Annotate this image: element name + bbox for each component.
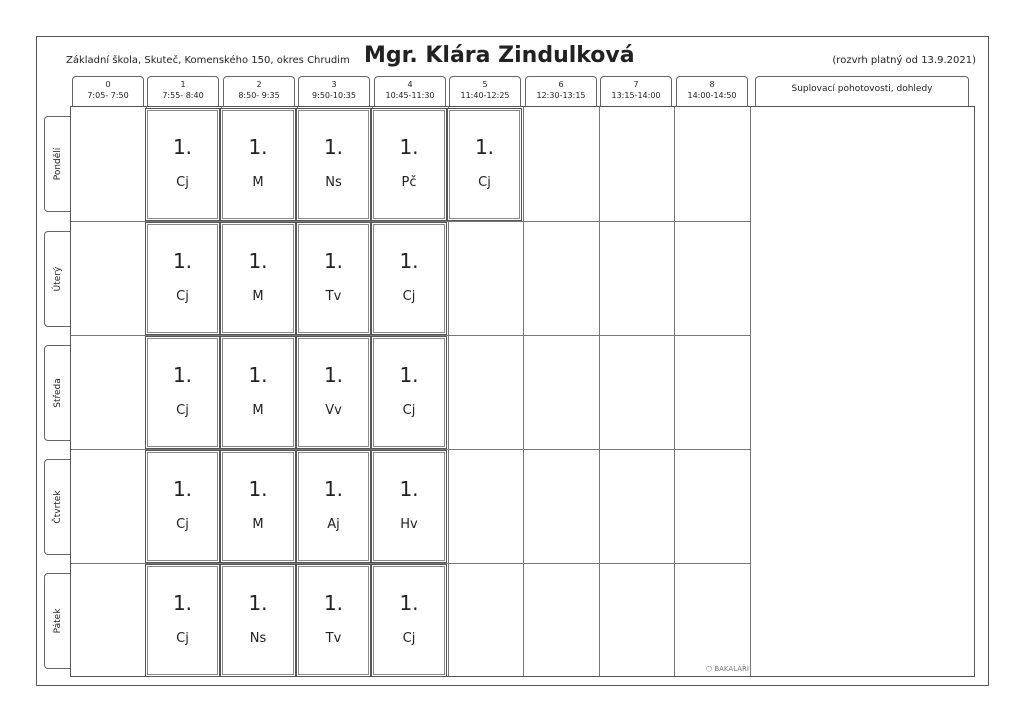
class-label: 1. bbox=[172, 249, 193, 273]
logo-text: BAKALÁŘI bbox=[714, 665, 749, 673]
subject-label: Tv bbox=[325, 289, 342, 304]
lesson-cell[interactable] bbox=[371, 450, 447, 563]
grid-line bbox=[674, 107, 675, 676]
period-number: 8 bbox=[709, 80, 715, 89]
lesson-cell[interactable] bbox=[371, 336, 447, 449]
class-label: 1. bbox=[172, 135, 193, 159]
lesson-cell[interactable] bbox=[296, 108, 371, 221]
subject-label: Cj bbox=[176, 517, 189, 532]
lesson-cell[interactable] bbox=[145, 450, 220, 563]
class-label: 1. bbox=[323, 477, 344, 501]
lesson-cell[interactable] bbox=[220, 450, 296, 563]
class-label: 1. bbox=[323, 135, 344, 159]
day-label: Úterý bbox=[52, 266, 63, 292]
day-tab-monday bbox=[44, 116, 70, 212]
subject-label: Hv bbox=[400, 517, 418, 532]
period-time: 7:55- 8:40 bbox=[162, 91, 204, 100]
lesson-cell[interactable] bbox=[145, 336, 220, 449]
period-time: 7:05- 7:50 bbox=[87, 91, 129, 100]
subject-label: Cj bbox=[402, 631, 416, 646]
subject-label: Cj bbox=[402, 289, 416, 304]
subject-label: M bbox=[252, 289, 264, 304]
subject-label: Ns bbox=[325, 175, 342, 190]
subject-label: Aj bbox=[327, 517, 340, 532]
teacher-name: Mgr. Klára Zindulková bbox=[364, 43, 635, 68]
lesson-cell[interactable] bbox=[371, 222, 447, 335]
lesson-cell[interactable] bbox=[296, 336, 371, 449]
day-tab-tuesday bbox=[44, 231, 70, 327]
class-label: 1. bbox=[399, 477, 419, 501]
period-number: 0 bbox=[105, 80, 111, 89]
subject-label: Tv bbox=[325, 631, 342, 646]
class-label: 1. bbox=[172, 591, 193, 615]
subject-label: Cj bbox=[176, 175, 189, 190]
lesson-cell[interactable] bbox=[220, 108, 296, 221]
day-label: Středa bbox=[52, 378, 63, 408]
subject-label: Cj bbox=[478, 175, 491, 190]
period-header-8 bbox=[676, 76, 748, 106]
lesson-cell[interactable] bbox=[447, 108, 522, 221]
day-label: Čtvrtek bbox=[52, 490, 63, 524]
lesson-cell[interactable] bbox=[220, 564, 296, 677]
period-number: 6 bbox=[558, 80, 564, 89]
period-number: 5 bbox=[482, 80, 488, 89]
class-label: 1. bbox=[248, 591, 268, 615]
class-label: 1. bbox=[248, 249, 268, 273]
period-number: 4 bbox=[407, 80, 413, 89]
class-label: 1. bbox=[248, 477, 268, 501]
period-time: 8:50- 9:35 bbox=[238, 91, 280, 100]
class-label: 1. bbox=[399, 135, 419, 159]
day-label: Pátek bbox=[52, 608, 63, 634]
bakalari-logo bbox=[706, 665, 749, 673]
class-label: 1. bbox=[323, 591, 344, 615]
subject-label: Pč bbox=[401, 175, 417, 190]
validity-date: (rozvrh platný od 13.9.2021) bbox=[832, 55, 976, 66]
subject-label: Cj bbox=[176, 289, 189, 304]
period-header-0 bbox=[72, 76, 144, 106]
class-label: 1. bbox=[323, 249, 344, 273]
period-number: 3 bbox=[331, 80, 337, 89]
class-label: 1. bbox=[172, 477, 193, 501]
period-header-1 bbox=[147, 76, 219, 106]
period-number: 1 bbox=[180, 80, 186, 89]
logo-icon: ⬡ bbox=[706, 665, 715, 673]
class-label: 1. bbox=[248, 135, 268, 159]
subject-label: M bbox=[252, 517, 264, 532]
period-number: 2 bbox=[256, 80, 262, 89]
class-label: 1. bbox=[248, 363, 268, 387]
class-label: 1. bbox=[474, 135, 495, 159]
period-header-3 bbox=[298, 76, 370, 106]
subject-label: Cj bbox=[402, 403, 416, 418]
class-label: 1. bbox=[399, 249, 419, 273]
lesson-cell[interactable] bbox=[220, 222, 296, 335]
period-time: 11:40-12:25 bbox=[460, 91, 510, 100]
subject-label: M bbox=[252, 175, 264, 190]
subject-label: M bbox=[252, 403, 264, 418]
class-label: 1. bbox=[399, 363, 419, 387]
period-time: 14:00-14:50 bbox=[687, 91, 737, 100]
class-label: 1. bbox=[323, 363, 344, 387]
day-tab-friday bbox=[44, 573, 70, 669]
class-label: 1. bbox=[172, 363, 193, 387]
lesson-cell[interactable] bbox=[145, 222, 220, 335]
lesson-cell[interactable] bbox=[296, 222, 371, 335]
period-number: 7 bbox=[633, 80, 639, 89]
lesson-cell[interactable] bbox=[296, 564, 371, 677]
lesson-cell[interactable] bbox=[371, 564, 447, 677]
day-tab-thursday bbox=[44, 459, 70, 555]
lesson-cell[interactable] bbox=[296, 450, 371, 563]
period-time: 9:50-10:35 bbox=[312, 91, 356, 100]
day-tab-wednesday bbox=[44, 345, 70, 441]
period-time: 12:30-13:15 bbox=[536, 91, 586, 100]
subject-label: Vv bbox=[325, 403, 342, 418]
grid-line bbox=[750, 107, 751, 676]
subject-label: Cj bbox=[176, 403, 189, 418]
subject-label: Cj bbox=[176, 631, 189, 646]
period-header-7 bbox=[600, 76, 672, 106]
period-header-4 bbox=[374, 76, 446, 106]
subject-label: Ns bbox=[249, 631, 267, 646]
school-name: Základní škola, Skuteč, Komenského 150, okres Chrudim bbox=[66, 55, 350, 66]
period-time: 13:15-14:00 bbox=[611, 91, 661, 100]
lesson-cell[interactable] bbox=[220, 336, 296, 449]
lesson-cell[interactable] bbox=[145, 108, 220, 221]
period-header-5 bbox=[449, 76, 521, 106]
grid-line bbox=[599, 107, 600, 676]
supervision-header: Suplovací pohotovosti, dohledy bbox=[755, 76, 969, 106]
grid-line bbox=[523, 107, 524, 676]
lesson-cell[interactable] bbox=[371, 108, 447, 221]
lesson-cell[interactable] bbox=[145, 564, 220, 677]
day-label: Pondělí bbox=[52, 147, 63, 181]
period-header-2 bbox=[223, 76, 295, 106]
period-header-6 bbox=[525, 76, 597, 106]
period-time: 10:45-11:30 bbox=[385, 91, 435, 100]
class-label: 1. bbox=[399, 591, 419, 615]
